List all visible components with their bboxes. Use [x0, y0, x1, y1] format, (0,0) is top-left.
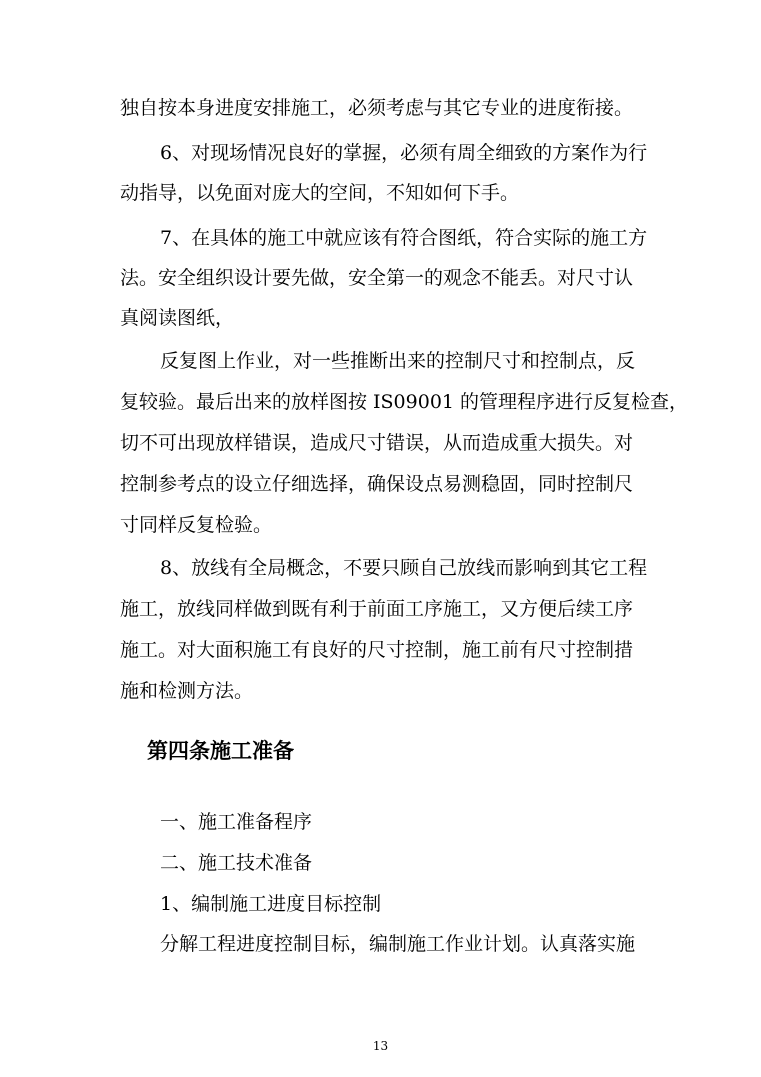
paragraph-line: 反复图上作业，对一些推断出来的控制尺寸和控制点，反: [160, 350, 636, 372]
paragraph-line: 施工，放线同样做到既有利于前面工序施工，又方便后续工序: [120, 598, 634, 620]
paragraph-line: 复较验。最后出来的放样图按 IS09001 的管理程序进行反复检查，: [120, 391, 689, 413]
paragraph-line: 分解工程进度控制目标，编制施工作业计划。认真落实施: [160, 933, 636, 955]
section-heading: 第四条施工准备: [147, 738, 294, 763]
page-number: 13: [372, 1039, 389, 1053]
list-item: 二、施工技术准备: [160, 852, 313, 874]
list-item: 1、编制施工进度目标控制: [160, 893, 382, 915]
paragraph-line: 法。安全组织设计要先做，安全第一的观念不能丢。对尺寸认: [120, 267, 634, 289]
list-item: 一、施工准备程序: [160, 811, 313, 833]
paragraph-line: 切不可出现放样错误，造成尺寸错误，从而造成重大损失。对: [120, 432, 634, 454]
paragraph-line: 独自按本身进度安排施工，必须考虑与其它专业的进度衔接。: [120, 97, 634, 119]
paragraph-line: 7、在具体的施工中就应该有符合图纸，符合实际的施工方: [160, 227, 648, 249]
paragraph-line: 施和检测方法。: [120, 680, 254, 702]
paragraph-line: 寸同样反复检验。: [120, 514, 273, 536]
paragraph-line: 动指导，以免面对庞大的空间，不知如何下手。: [120, 182, 520, 204]
paragraph-line: 真阅读图纸，: [120, 307, 235, 329]
paragraph-line: 8、放线有全局概念，不要只顾自己放线而影响到其它工程: [160, 557, 648, 579]
paragraph-line: 控制参考点的设立仔细选择，确保设点易测稳固，同时控制尺: [120, 473, 634, 495]
paragraph-line: 6、对现场情况良好的掌握，必须有周全细致的方案作为行: [160, 142, 648, 164]
paragraph-line: 施工。对大面积施工有良好的尺寸控制，施工前有尺寸控制措: [120, 639, 634, 661]
